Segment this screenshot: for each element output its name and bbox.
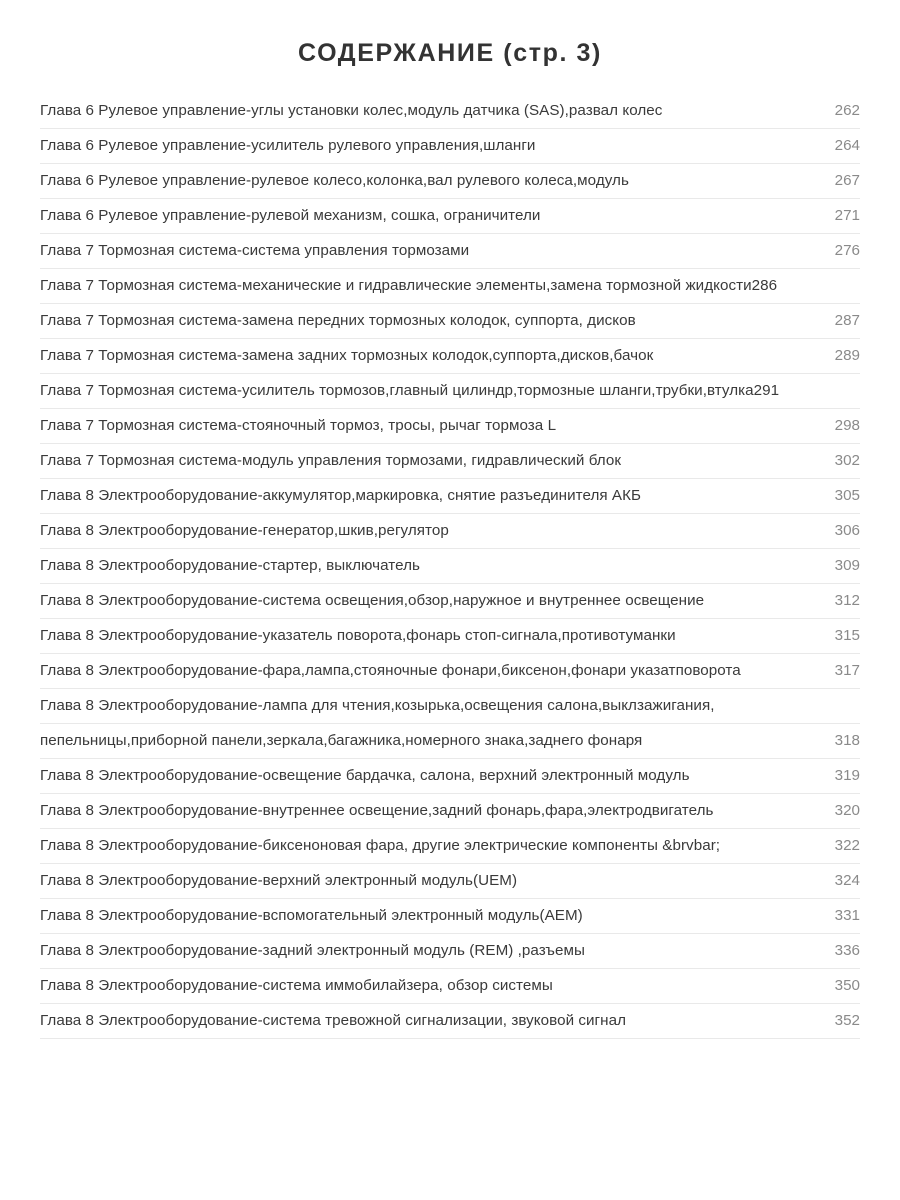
toc-page-number: 319 (834, 767, 860, 784)
toc-entry-label: Глава 8 Электрооборудование-фара,лампа,стояночные фонари,биксенон,фонари указатповорота (40, 662, 741, 679)
table-row[interactable] (40, 199, 860, 234)
toc-entry-label: Глава 8 Электрооборудование-внутреннее освещение,задний фонарь,фара,электродвигатель (40, 802, 714, 819)
table-row[interactable] (40, 269, 860, 304)
toc-page-number: 324 (834, 872, 860, 889)
toc-page-number: 331 (834, 907, 860, 924)
toc-entry-label: Глава 8 Электрооборудование-верхний электронный модуль(UEM) (40, 872, 518, 889)
toc-page-number: 289 (834, 347, 860, 364)
toc-entry-label: Глава 7 Тормозная система-механические и гидравлические элементы,замена тормозной жидкости286 (40, 277, 778, 294)
table-row[interactable] (40, 619, 860, 654)
toc-entry-label: Глава 8 Электрооборудование-освещение бардачка, салона, верхний электронный модуль (40, 767, 690, 784)
toc-page-number: 302 (834, 452, 860, 469)
toc-entry-label: Глава 7 Тормозная система-замена передних тормозных колодок, суппорта, дисков (40, 312, 636, 329)
table-row[interactable] (40, 759, 860, 794)
table-row[interactable] (40, 94, 860, 129)
table-row[interactable] (40, 479, 860, 514)
toc-page-number: 312 (834, 592, 860, 609)
toc-entry-label: Глава 7 Тормозная система-стояночный тормоз, тросы, рычаг тормоза L (40, 417, 557, 434)
toc-entry-label: Глава 8 Электрооборудование-указатель поворота,фонарь стоп-сигнала,противотуманки (40, 627, 676, 644)
table-row[interactable] (40, 1004, 860, 1039)
table-row[interactable] (40, 234, 860, 269)
toc-entry-label: Глава 8 Электрооборудование-генератор,шкив,регулятор (40, 522, 449, 539)
table-row[interactable] (40, 339, 860, 374)
toc-page-number: 262 (834, 102, 860, 119)
toc-entry-label: Глава 8 Электрооборудование-система освещения,обзор,наружное и внутреннее освещение (40, 592, 705, 609)
toc-body (40, 94, 860, 1039)
toc-entry-label: Глава 6 Рулевое управление-углы установки колес,модуль датчика (SAS),развал колес (40, 102, 663, 119)
toc-entry-label: Глава 8 Электрооборудование-вспомогательный электронный модуль(AEM) (40, 907, 583, 924)
table-row[interactable] (40, 654, 860, 689)
page-title: СОДЕРЖАНИЕ (стр. 3) (298, 39, 602, 67)
toc-entry-label: Глава 8 Электрооборудование-система тревожной сигнализации, звуковой сигнал (40, 1012, 626, 1029)
table-row[interactable] (40, 514, 860, 549)
table-row[interactable] (40, 864, 860, 899)
table-row[interactable] (40, 829, 860, 864)
table-row[interactable] (40, 899, 860, 934)
table-row[interactable] (40, 374, 860, 409)
table-row[interactable] (40, 724, 860, 759)
toc-entry-label: Глава 7 Тормозная система-замена задних тормозных колодок,суппорта,дисков,бачок (40, 347, 654, 364)
table-row[interactable] (40, 444, 860, 479)
toc-entry-label: Глава 8 Электрооборудование-биксеноновая фара, другие электрические компоненты &brvbar; (40, 837, 721, 854)
table-row[interactable] (40, 409, 860, 444)
toc-page-number: 305 (834, 487, 860, 504)
table-row[interactable] (40, 164, 860, 199)
toc-page-number: 352 (834, 1012, 860, 1029)
table-row[interactable] (40, 794, 860, 829)
toc-page-number: 287 (834, 312, 860, 329)
toc-page-number: 336 (834, 942, 860, 959)
table-row[interactable] (40, 689, 860, 724)
toc-page-number: 315 (834, 627, 860, 644)
toc-entry-label: Глава 8 Электрооборудование-аккумулятор,маркировка, снятие разъединителя АКБ (40, 487, 642, 504)
toc-page-number: 276 (834, 242, 860, 259)
toc-entry-label: Глава 8 Электрооборудование-лампа для чтения,козырька,освещения салона,выклзажигания, (40, 697, 715, 714)
toc-entry-label: Глава 6 Рулевое управление-рулевое колесо,колонка,вал рулевого колеса,модуль (40, 172, 629, 189)
toc-page-number: 306 (834, 522, 860, 539)
toc-page-number: 298 (834, 417, 860, 434)
toc-page-number: 271 (834, 207, 860, 224)
toc-page-number: 350 (834, 977, 860, 994)
table-row[interactable] (40, 304, 860, 339)
table-row[interactable] (40, 934, 860, 969)
toc-entry-label: пепельницы,приборной панели,зеркала,багажника,номерного знака,заднего фонаря (40, 732, 643, 749)
toc-entry-label: Глава 8 Электрооборудование-стартер, выключатель (40, 557, 420, 574)
table-row[interactable] (40, 549, 860, 584)
toc-entry-label: Глава 7 Тормозная система-усилитель тормозов,главный цилиндр,тормозные шланги,трубки,втулка291 (40, 382, 780, 399)
toc-page-number: 309 (834, 557, 860, 574)
toc-entry-label: Глава 8 Электрооборудование-система иммобилайзера, обзор системы (40, 977, 553, 994)
toc-page-number: 317 (834, 662, 860, 679)
toc-page-number: 264 (834, 137, 860, 154)
table-row[interactable] (40, 969, 860, 1004)
table-row[interactable] (40, 584, 860, 619)
table-row[interactable] (40, 129, 860, 164)
toc-page-number: 320 (834, 802, 860, 819)
toc-entry-label: Глава 6 Рулевое управление-рулевой механизм, сошка, ограничители (40, 207, 541, 224)
table-of-contents (40, 94, 860, 1039)
toc-page-number: 322 (834, 837, 860, 854)
toc-entry-label: Глава 8 Электрооборудование-задний электронный модуль (REM) ,разъемы (40, 942, 585, 959)
toc-page-number: 267 (834, 172, 860, 189)
toc-entry-label: Глава 7 Тормозная система-система управления тормозами (40, 242, 470, 259)
toc-page-number: 318 (834, 732, 860, 749)
toc-entry-label: Глава 7 Тормозная система-модуль управления тормозами, гидравлический блок (40, 452, 622, 469)
toc-entry-label: Глава 6 Рулевое управление-усилитель рулевого управления,шланги (40, 137, 536, 154)
